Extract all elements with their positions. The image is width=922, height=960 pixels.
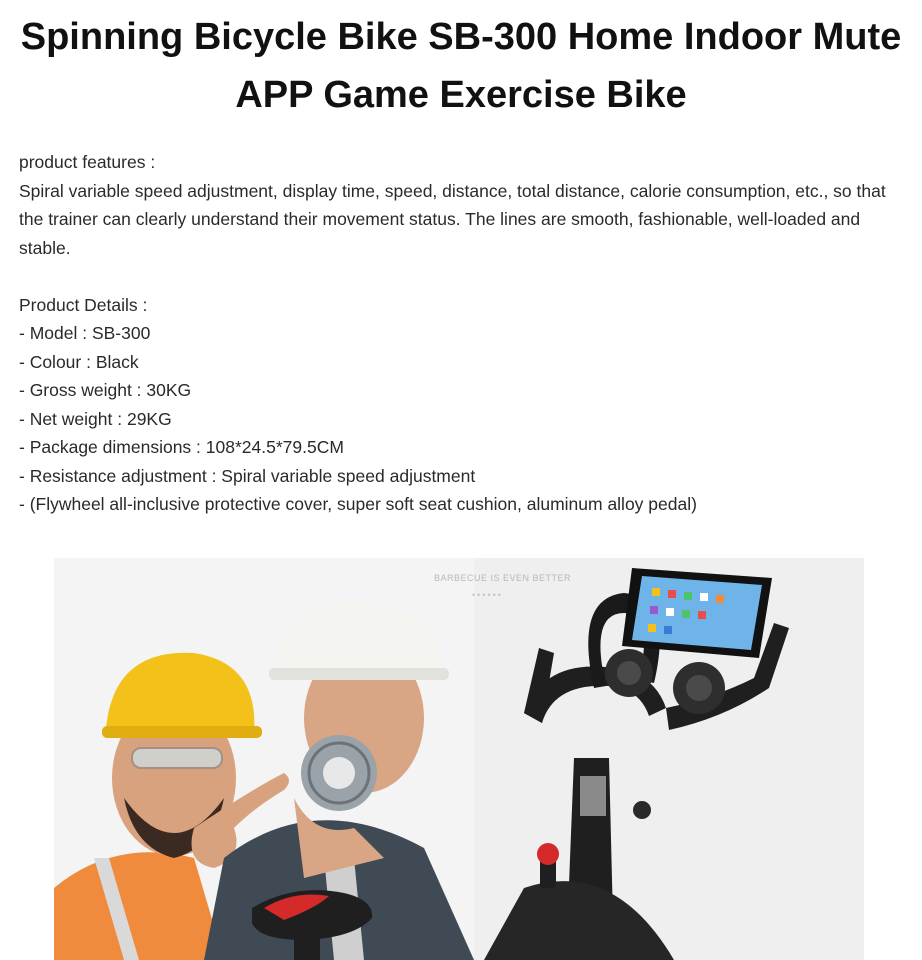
detail-colour: - Colour : Black [19,351,139,372]
features-heading: product features : [19,152,156,172]
product-photo [54,558,864,960]
detail-net-weight: - Net weight : 29KG [19,408,172,429]
tablet-icon [622,568,772,658]
detail-extra-features: - (Flywheel all-inclusive protective cover, super soft seat cushion, aluminum alloy pedal) [19,494,697,514]
details-heading: Product Details : [19,294,148,315]
image-overlay-caption: BARBECUE IS EVEN BETTER [434,573,572,583]
detail-gross-weight: - Gross weight : 30KG [19,380,192,400]
product-title: Spinning Bicycle Bike SB-300 Home Indoor Mute APP Game Exercise Bike [20,16,902,116]
section-spacer [19,262,909,291]
features-text: Spiral variable speed adjustment, display time, speed, distance, total distance, calorie consumption, etc., so that the trainer can clearly understand their movement status. The lines are smooth, fashionable, well-loaded and stable. [19,180,886,258]
image-overlay-dots: •••••• [472,590,503,600]
detail-resistance-adjustment: - Resistance adjustment : Spiral variable speed adjustment [19,465,476,486]
detail-package-dimensions: - Package dimensions : 108*24.5*79.5CM [19,437,344,457]
product-illustration [54,558,864,960]
detail-model: - Model : SB-300 [19,323,151,343]
product-description [19,148,909,519]
